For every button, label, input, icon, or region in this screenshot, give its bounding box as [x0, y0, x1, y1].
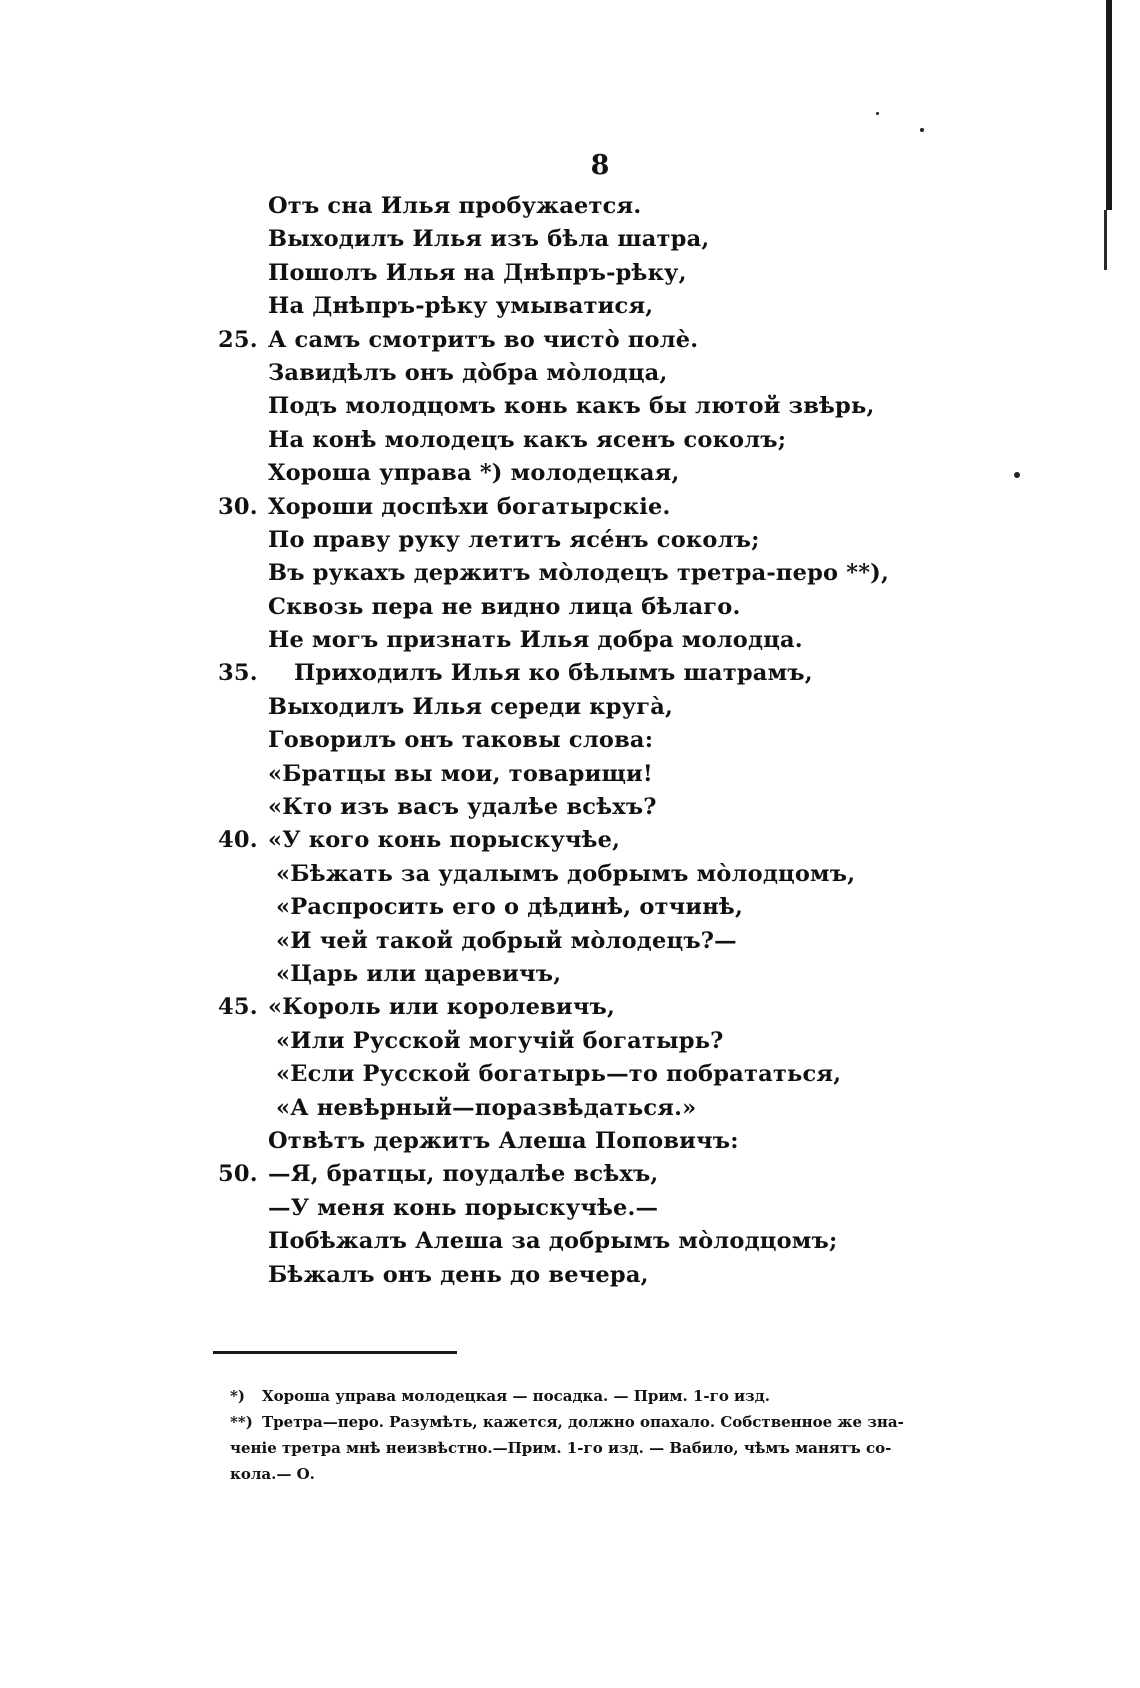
verse-text: «И чей такой добрый мòлодецъ?— [276, 927, 737, 954]
verse-text: На Днѣпръ-рѣку умыватися, [268, 293, 654, 320]
verse-line [0, 1092, 1100, 1125]
verse-line [0, 925, 1100, 958]
verse-line [0, 724, 1100, 757]
line-number: 30. [218, 493, 258, 520]
page-edge-shadow-lower [1104, 210, 1107, 270]
verse-line [0, 190, 1100, 223]
verse-text: «Кто изъ васъ удалѣе всѣхъ? [268, 794, 657, 821]
footnote-separator-rule [213, 1351, 457, 1354]
verse-text: На конѣ молодецъ какъ ясенъ соколъ; [268, 426, 787, 453]
verse-line [0, 524, 1100, 557]
verse-line [0, 390, 1100, 423]
verse-text: «Царь или царевичъ, [276, 960, 562, 987]
verse-line [0, 1125, 1100, 1158]
line-number: 45. [218, 994, 258, 1021]
line-number: 35. [218, 660, 258, 687]
verse-line [0, 858, 1100, 891]
verse-line [0, 791, 1100, 824]
verse-line [0, 1025, 1100, 1058]
verse-text: Отъ сна Илья пробужается. [268, 193, 642, 219]
verse-text: А самъ смотритъ во чистò полè. [268, 326, 699, 353]
verse-text: Въ рукахъ держитъ мòлодецъ третра-перо **), [268, 560, 890, 587]
footnote-marker: *) [230, 1387, 245, 1405]
verse-text: —У меня конь порыскучѣе.— [268, 1194, 659, 1221]
verse-text: —Я, братцы, поудалѣе всѣхъ, [268, 1161, 659, 1188]
footnote-text: Хороша управа молодецкая — посадка. — Прим. 1-го изд. [262, 1387, 770, 1405]
verse-line [0, 1225, 1100, 1258]
verse-line [0, 424, 1100, 457]
verse-line [0, 223, 1100, 256]
verse-text: Хороши доспѣхи богатырскiе. [268, 493, 671, 520]
verse-text: Говорилъ онъ таковы слова: [268, 727, 654, 754]
verse-text: «Если Русской богатырь—то побрататься, [276, 1061, 842, 1088]
poem-verses [0, 190, 1100, 1292]
verse-line [0, 691, 1100, 724]
footnote [230, 1461, 970, 1487]
verse-text: «Король или королевичъ, [268, 994, 615, 1021]
verse-line [0, 824, 1100, 857]
verse-text: Не могъ признать Илья добра молодца. [268, 627, 803, 654]
print-speck [876, 112, 879, 115]
footnote-text: кола.— О. [230, 1465, 315, 1483]
verse-text: «Или Русской могучiй богатырь? [276, 1027, 724, 1054]
verse-text: «Братцы вы мои, товарищи! [268, 760, 653, 787]
verse-line [0, 991, 1100, 1024]
footnotes [230, 1383, 970, 1487]
footnote [230, 1383, 970, 1409]
verse-text: Пошолъ Илья на Днѣпръ-рѣку, [268, 259, 687, 286]
verse-line [0, 257, 1100, 290]
verse-text: Завидѣлъ онъ дòбра мòлодца, [268, 359, 668, 386]
verse-text: «А невѣрный—поразвѣдаться.» [276, 1094, 697, 1121]
verse-text: По праву руку летитъ ясéнъ соколъ; [268, 526, 760, 553]
verse-text: Выходилъ Илья середи кругà, [268, 693, 674, 720]
footnote [230, 1435, 970, 1461]
verse-text: Хороша управа *) молодецкая, [268, 460, 680, 487]
verse-line [0, 357, 1100, 390]
footnote-text: ченiе третра мнѣ неизвѣстно.—Прим. 1-го изд. — Вабило, чѣмъ манятъ со- [230, 1439, 892, 1457]
verse-text: Побѣжалъ Алеша за добрымъ мòлодцомъ; [268, 1228, 838, 1255]
verse-line [0, 1058, 1100, 1091]
verse-text: Бѣжалъ онъ день до вечера, [268, 1261, 649, 1288]
footnote [230, 1409, 970, 1435]
verse-line [0, 1259, 1100, 1292]
verse-line [0, 591, 1100, 624]
verse-line [0, 758, 1100, 791]
verse-text: «Распросить его о дѣдинѣ, отчинѣ, [276, 894, 743, 921]
verse-line [0, 557, 1100, 590]
verse-line [0, 491, 1100, 524]
verse-text: «Бѣжать за удалымъ добрымъ мòлодцомъ, [276, 860, 856, 887]
verse-line [0, 958, 1100, 991]
line-number: 40. [218, 827, 258, 854]
verse-text: Сквозь пера не видно лица бѣлаго. [268, 593, 741, 620]
verse-line [0, 657, 1100, 690]
verse-line [0, 324, 1100, 357]
verse-line [0, 891, 1100, 924]
verse-line [0, 1158, 1100, 1191]
verse-line [0, 1192, 1100, 1225]
verse-line [0, 457, 1100, 490]
verse-line [0, 624, 1100, 657]
verse-text: Выходилъ Илья изъ бѣла шатра, [268, 226, 710, 253]
line-number: 25. [218, 326, 258, 353]
footnote-text: Третра—перо. Разумѣть, кажется, должно опахало. Собственное же зна- [262, 1413, 904, 1431]
print-speck [920, 128, 924, 132]
verse-line [0, 290, 1100, 323]
line-number: 50. [218, 1161, 258, 1188]
page-number: 8 [590, 150, 610, 181]
verse-text: Подъ молодцомъ конь какъ бы лютой звѣрь, [268, 393, 875, 420]
verse-text: Отвѣтъ держитъ Алеша Поповичъ: [268, 1127, 739, 1154]
verse-text: Приходилъ Илья ко бѣлымъ шатрамъ, [294, 660, 813, 687]
footnote-marker: **) [230, 1413, 253, 1431]
verse-text: «У кого конь порыскучѣе, [268, 827, 621, 854]
